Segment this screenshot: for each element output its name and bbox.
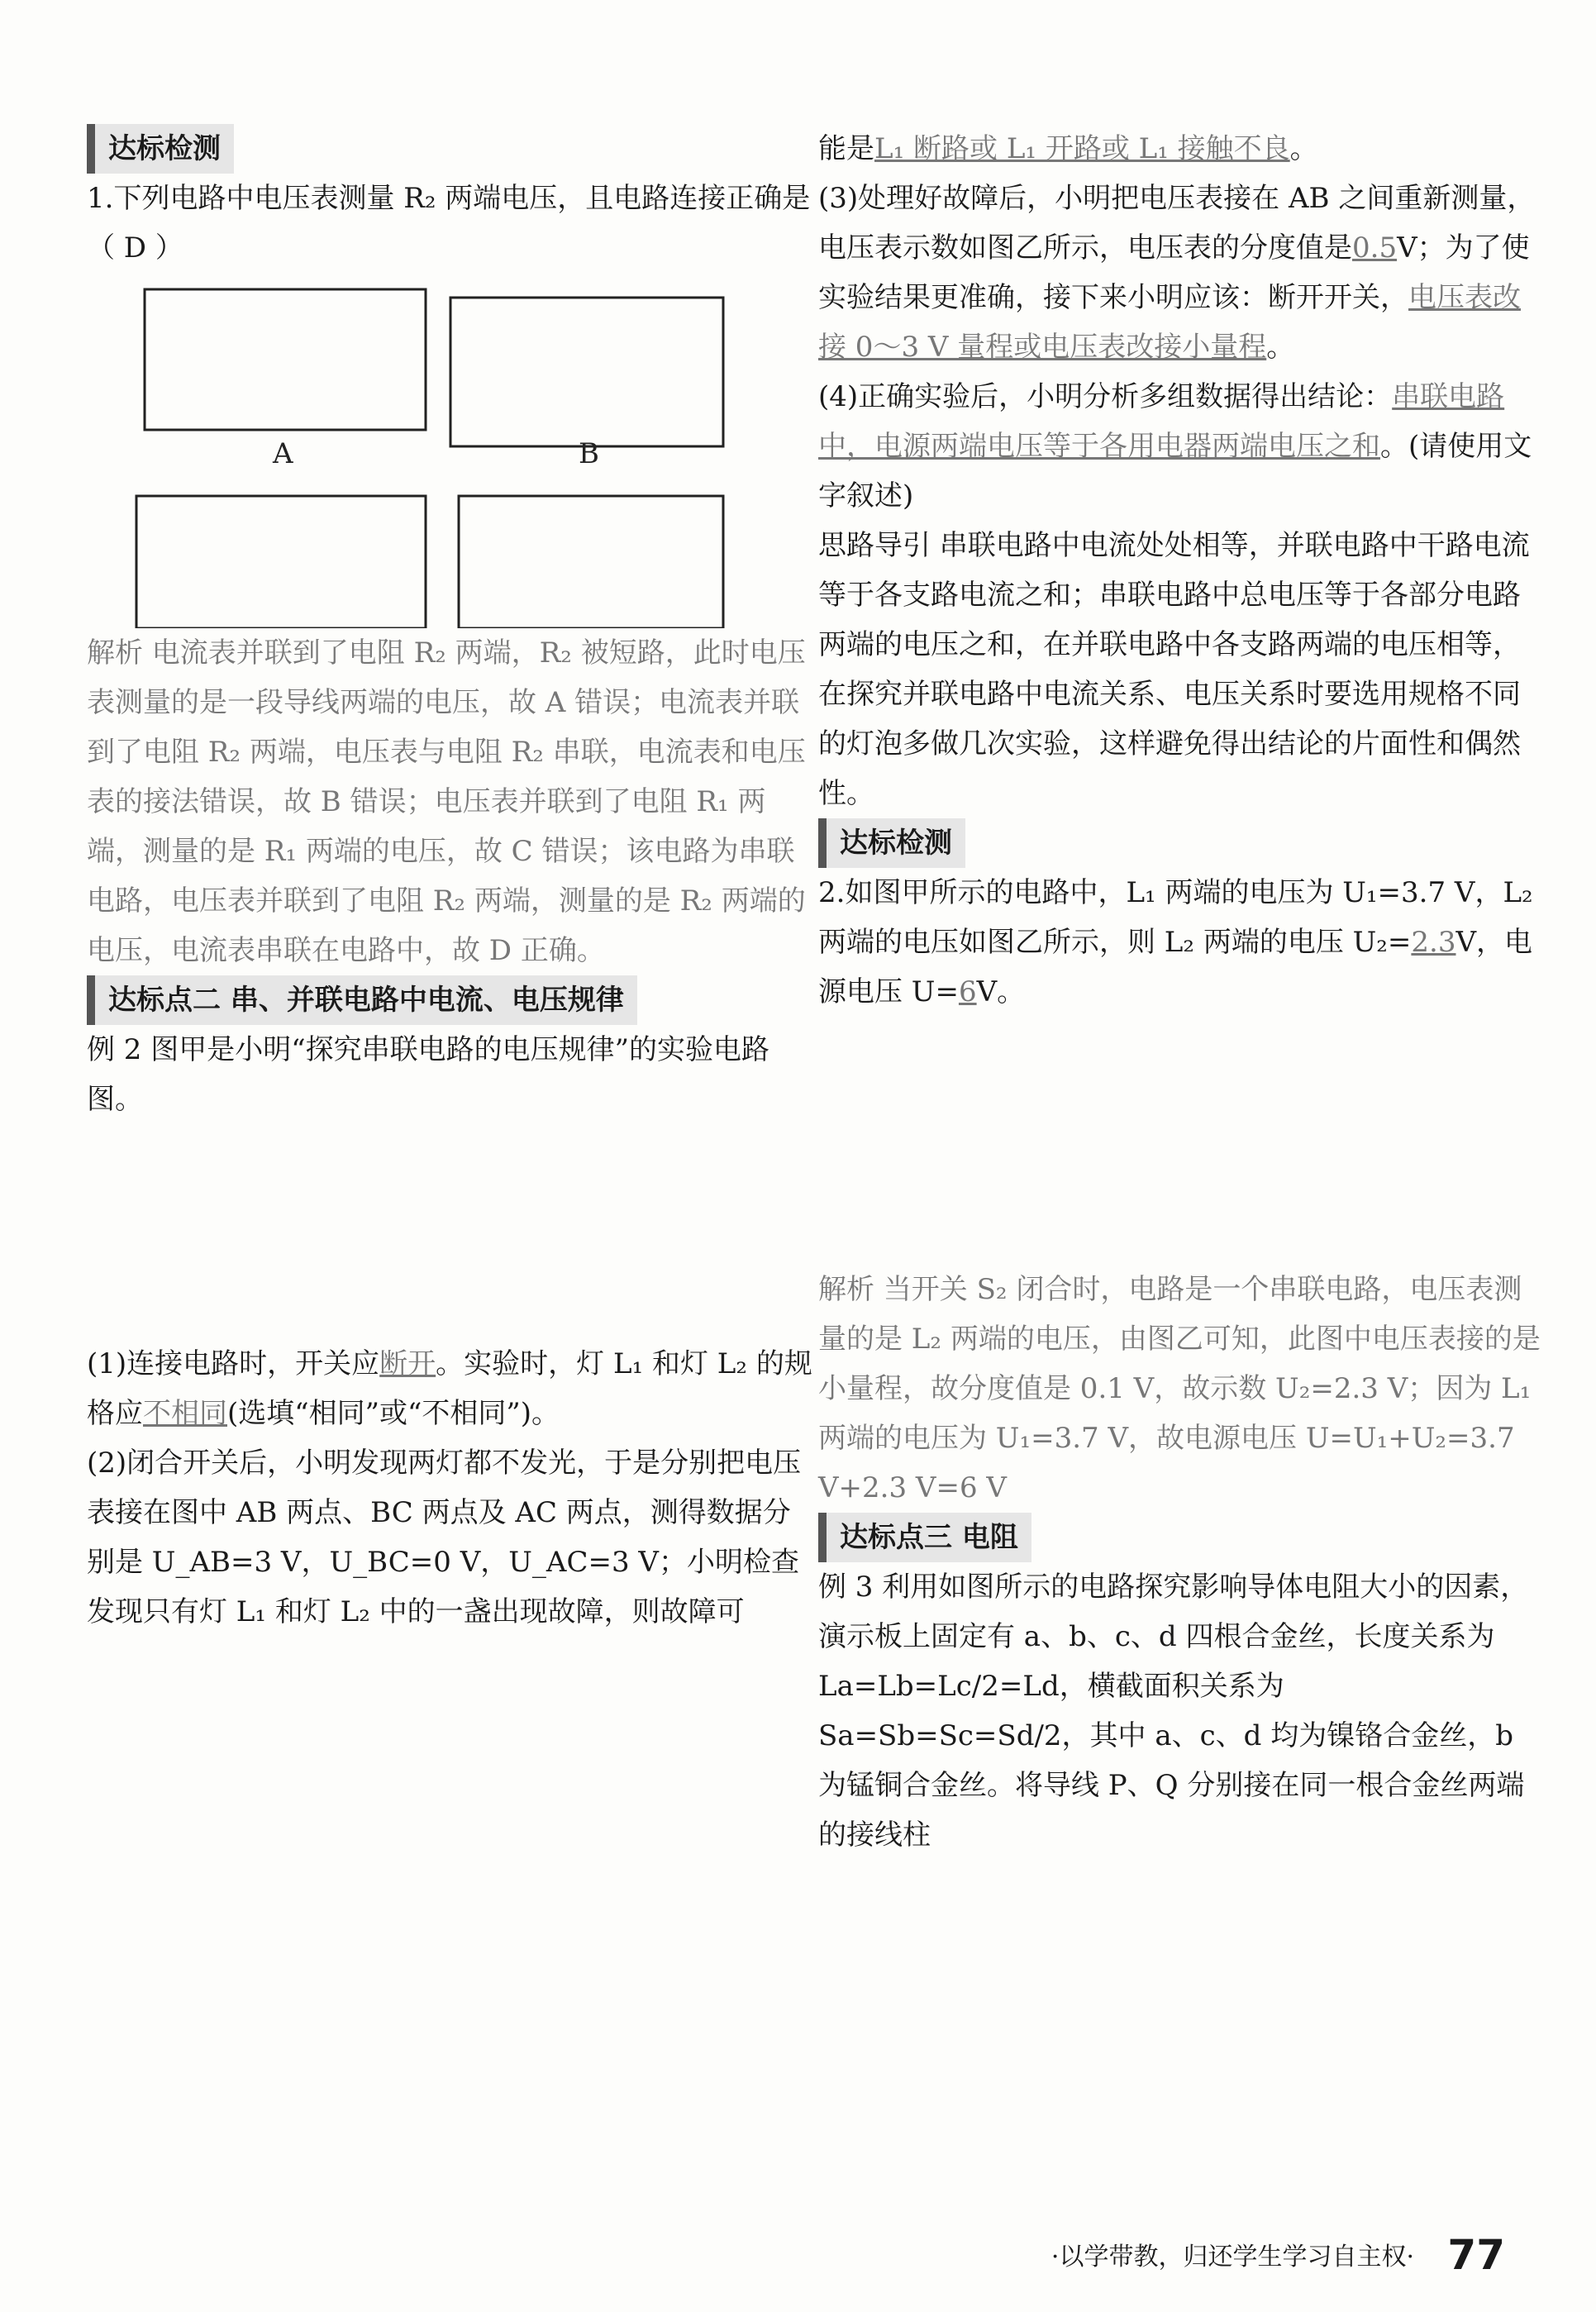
right-column (818, 124, 1546, 1860)
question-1: 1.下列电路中电压表测量 R₂ 两端电压，且电路连接正确是 （ D ） (87, 182, 811, 265)
fig-label-b: B (579, 437, 599, 470)
example-2: 例 2 图甲是小明“探究串联电路的电压规律”的实验电路图。 (87, 1033, 770, 1116)
part-2-answer: 能是L₁ 断路或 L₁ 开路或 L₁ 接触不良。 (818, 132, 1318, 165)
section-tag-4: 达标点三 电阻 (818, 1513, 1031, 1562)
analysis-1: 解析 电流表并联到了电阻 R₂ 两端，R₂ 被短路，此时电压表测量的是一段导线两端的电压，故 A 错误；电流表并联到了电阻 R₂ 两端，电压表与电阻 R₂ 串联，电流表和电压表的接法错误，故 B 错误；电压表并联到了电阻 R₁ 两端，测量的是 R₁ 两端的电压，故 C 错误；该电路为串联电路，电压表并联到了电阻 R₂ 两端，测量的是 R₂ 两端的电压，电流表串联在电路中，故 D 正确。 (87, 636, 806, 967)
part-4: (4)正确实验后，小明分析多组数据得出结论：串联电路中，电源两端电压等于各用电器两端电压之和。(请使用文字叙述) (818, 380, 1532, 512)
fig-label-a: A (273, 437, 293, 470)
footer-slogan: ·以学带教，归还学生学习自主权· (1051, 2243, 1414, 2271)
part-3: (3)处理好故障后，小明把电压表接在 AB 之间重新测量，电压表示数如图乙所示，电压表的分度值是0.5V；为了使实验结果更准确，接下来小明应该：断开开关，电压表改接 0～3 V 量程或电压表改接小量程。 (818, 182, 1536, 364)
question-2-figure (818, 1017, 1546, 1265)
section-tag-2: 达标点二 串、并联电路中电流、电压规律 (87, 975, 637, 1025)
section-tag-3: 达标检测 (818, 818, 965, 868)
circuit-figures (87, 273, 814, 628)
page-number: 77 (1447, 2231, 1505, 2279)
part-2: (2)闭合开关后，小明发现两灯都不发光，于是分别把电压表接在图中 AB 两点、BC 两点及 AC 两点，测得数据分别是 U_AB=3 V，U_BC=0 V，U_AC=3 V；小明检查发现只有灯 L₁ 和灯 L₂ 中的一盏出现故障，则故障可 (87, 1447, 802, 1628)
analysis-2: 解析 当开关 S₂ 闭合时，电路是一个串联电路，电压表测量的是 L₂ 两端的电压，由图乙可知，此图中电压表接的是小量程，故分度值是 0.1 V，故示数 U₂=2.3 V；因为 L₁ 两端的电压为 U₁=3.7 V，故电源电压 U=U₁+U₂=3.7 V+2.3 V=6 V (818, 1273, 1541, 1504)
question-2: 2.如图甲所示的电路中，L₁ 两端的电压为 U₁=3.7 V，L₂ 两端的电压如图乙所示，则 L₂ 两端的电压 U₂=2.3V，电源电压 U=6V。 (818, 876, 1533, 1008)
part-1: (1)连接电路时，开关应断开。实验时，灯 L₁ 和灯 L₂ 的规格应不相同(选填“相同”或“不相同”)。 (87, 1347, 812, 1430)
example-3: 例 3 利用如图所示的电路探究影响导体电阻大小的因素，演示板上固定有 a、b、c、d 四根合金丝，长度关系为 La=Lb=Lc/2=Ld，横截面积关系为 Sa=Sb=Sc=Sd/2，其中 a、c、d 均为镍铬合金丝，b 为锰铜合金丝。将导线 P、Q 分别接在同一根合金丝两端的接线柱 (818, 1571, 1529, 1852)
section-tag: 达标检测 (87, 124, 234, 174)
example-2-figure (87, 1124, 814, 1339)
hint: 思路导引 串联电路中电流处处相等，并联电路中干路电流等于各支路电流之和；串联电路中总电压等于各部分电路两端的电压之和，在并联电路中各支路两端的电压相等，在探究并联电路中电流关系、电压关系时要选用规格不同的灯泡多做几次实验，这样避免得出结论的片面性和偶然性。 (818, 529, 1530, 810)
left-column (87, 124, 814, 1637)
